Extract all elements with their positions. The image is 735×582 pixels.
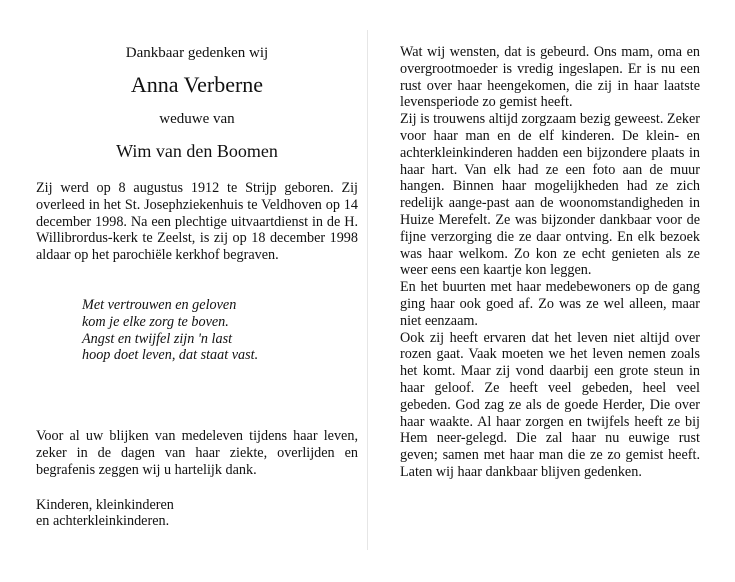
husband-name: Wim van den Boomen [116,141,278,161]
biography-paragraph: Zij werd op 8 augustus 1912 te Strijp geboren. Zij overleed in het St. Josephziekenhuis te Veldhoven op 14 december 1998. Na een plechtige uitvaartdienst in de H. Willibrordus-kerk te Zeelst, is zij op 18 december 1998 aldaar op het parochiële kerkhof begraven. [36,180,358,264]
relation-line: weduwe van [159,111,235,127]
fold-line [367,30,368,550]
body-paragraph: Zij is trouwens altijd zorgzaam bezig geweest. Zeker voor haar man en de elf kinderen. De klein- en achterkleinkinderen hadden een bijzondere plaats in haar hart. Van elk had ze een foto aan de muur hangen. Binnen haar mogelijkheden had ze zich redelijk aange-past aan de woonomstandigheden in Huize Merefelt. Ze was bijzonder dankbaar voor de fijne verzorging die ze daar ontving. En elk bezoek was haar welkom. Zo kon ze echt genieten als ze weer eens een kaartje kon leggen. [400,111,700,279]
poem-line: hoop doet leven, dat staat vast. [82,347,259,364]
poem [82,297,358,364]
left-panel [36,44,358,530]
family-signature [36,497,358,531]
right-panel [400,44,700,481]
body-paragraph: En het buurten met haar medebewoners op de gang ging haar ook goed af. Zo was ze wel alleen, maar niet eenzaam. [400,279,700,329]
poem-line: Angst en twijfel zijn 'n last [82,330,233,347]
body-paragraph: Wat wij wensten, dat is gebeurd. Ons mam, oma en overgrootmoeder is vredig ingeslapen. Er is nu een rust over haar heengekomen, die zij in haar laatste levensperiode zo gemist heeft. [400,44,700,111]
poem-line: Met vertrouwen en geloven [82,296,237,313]
body-paragraph: Ook zij heeft ervaren dat het leven niet altijd over rozen gaat. Vaak moeten we het leven nemen zoals het komt. Maar zij vond daarbij een grote steun in haar geloof. Ze heeft veel gebeden, heel veel gebeden. God zag ze als de goede Herder, Die over haar waakte. Al haar zorgen en twijfels heeft ze bij Hem neer-gelegd. Die zal haar nu euwige rust geven; samen met haar man die ze zo gemist heeft. Laten wij haar dankbaar blijven gedenken. [400,329,700,480]
poem-line: kom je elke zorg te boven. [82,313,229,330]
deceased-name: Anna Verberne [130,72,264,97]
thanks-paragraph: Voor al uw blijken van medeleven tijdens haar leven, zeker in de dagen van haar ziekte, overlijden en begrafenis zeggen wij u hartelijk dank. [36,428,358,478]
family-line: Kinderen, kleinkinderen [36,496,174,513]
intro-line: Dankbaar gedenken wij [125,45,269,61]
family-line: en achterkleinkinderen. [36,513,170,530]
